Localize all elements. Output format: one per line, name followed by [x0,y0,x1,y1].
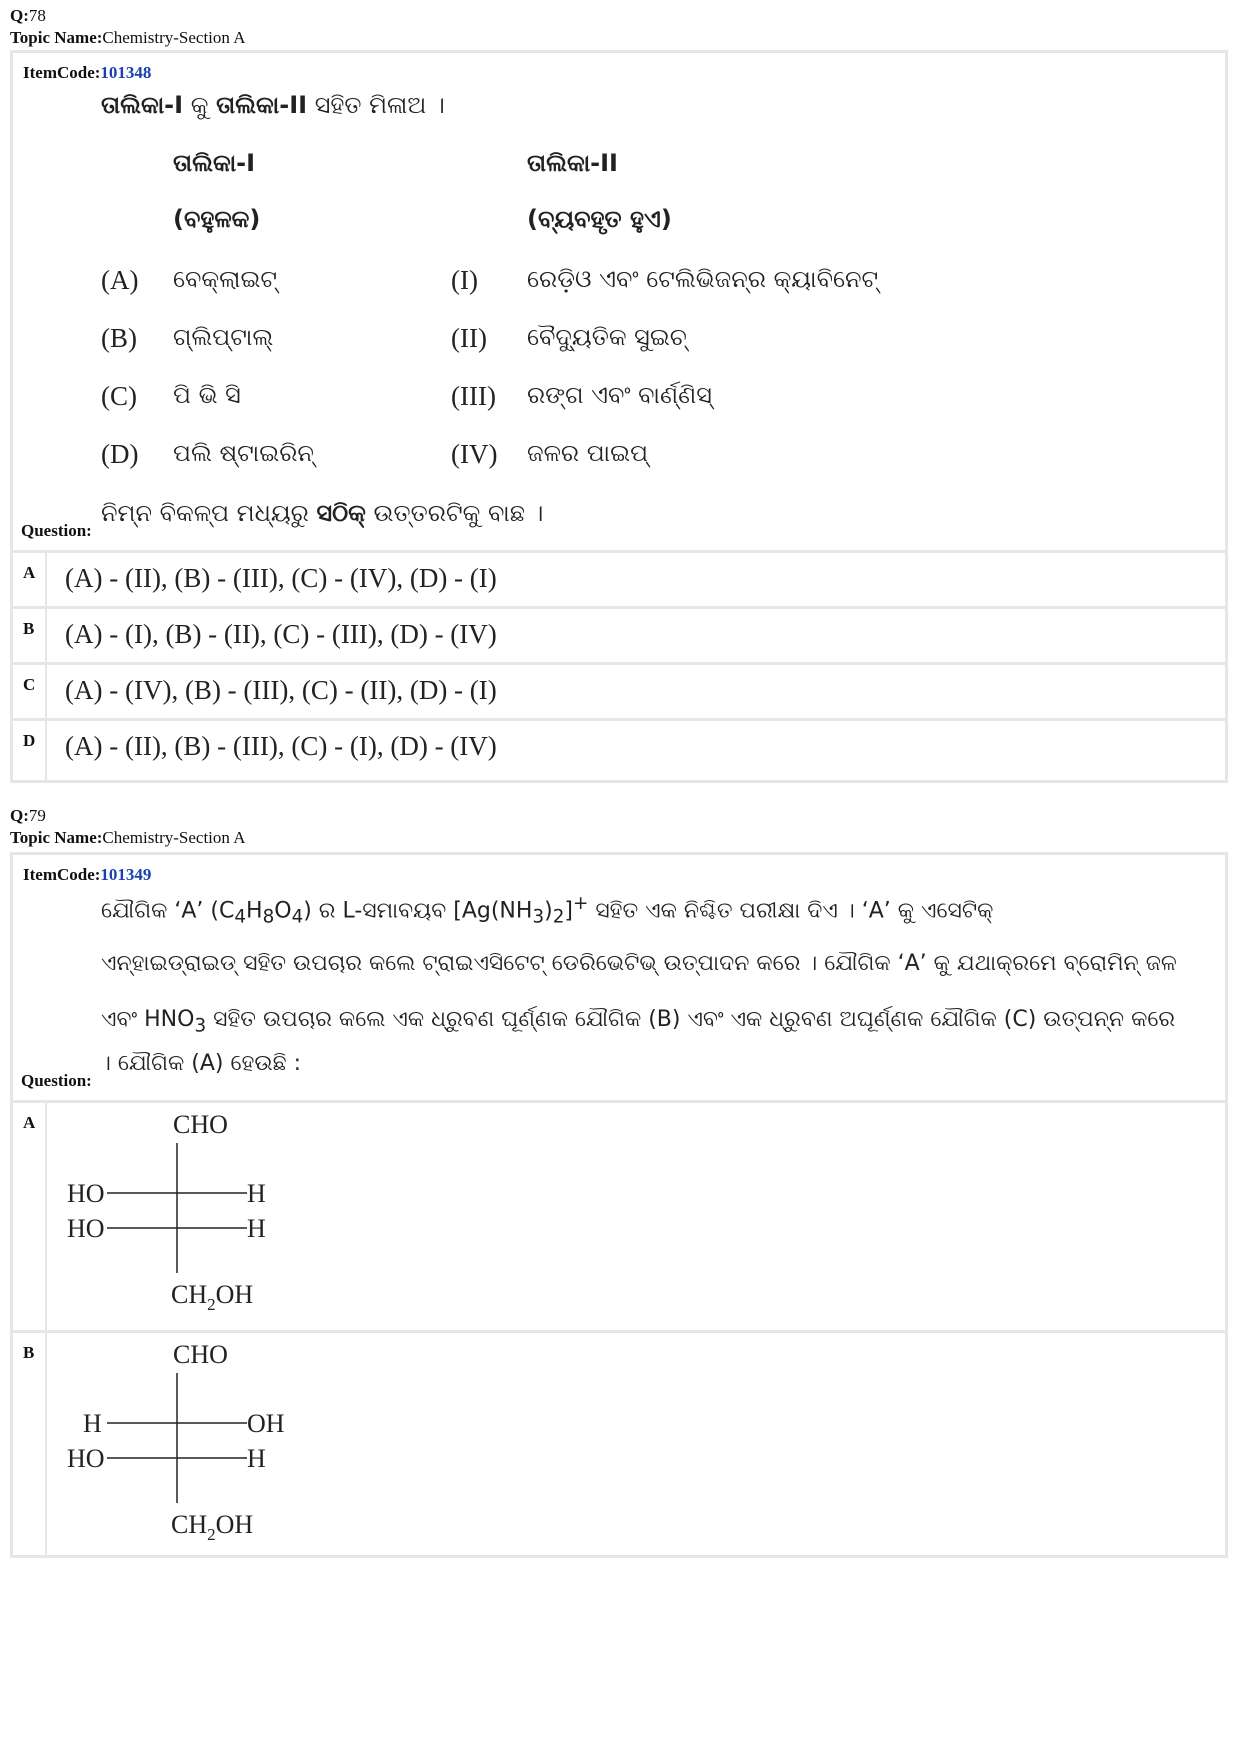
fischer-projection-b [53,1333,353,1553]
list1-subheader: (ବହୁଳକ) [173,205,261,233]
fischer-bottom [171,1510,253,1544]
q78-itemcode [23,63,151,83]
option-letter: B [23,619,35,638]
option-divider [45,1103,47,1330]
option-text: (A) - (II), (B) - (III), (C) - (IV), (D) - (I) [65,563,497,593]
option-letter: A [23,563,36,582]
list2-header: ତାଲିକା-II [527,149,618,177]
list1-label: (A) [101,265,139,295]
text: ଏବଂ HNO [101,1007,195,1032]
q79-line-1 [101,893,993,928]
question-label: Question: [21,1071,92,1090]
bottom-a: CH [171,1510,208,1539]
choose-text: ନିମ୍ନ ବିକଳ୍ପ ମଧ୍ୟରୁ [101,499,317,527]
itemcode-label: ItemCode: [23,63,101,82]
option-letter: D [23,731,36,750]
list1-label: (C) [101,381,137,411]
q-number: 79 [28,806,46,825]
bottom-a: CH [171,1280,208,1309]
list1-header: ତାଲିକା-I [173,149,256,177]
q79-topic-line [10,828,245,848]
topic-label: Topic Name: [10,828,103,847]
q78-instruction [101,91,445,119]
superscript: + [572,893,589,914]
q78-question-box [10,50,1228,783]
q79-itemcode [23,865,151,885]
q78-choose-instruction [101,499,543,527]
bottom-sub: 2 [207,1295,216,1314]
option-row-a[interactable] [13,550,1225,606]
list2-item: ବୈଦ୍ୟୁତିକ ସୁଇଚ୍ [527,323,687,351]
topic-name: Chemistry-Section A [102,28,246,47]
fischer-r1-left: H [83,1409,102,1438]
list2-label: (I) [451,265,478,295]
q-number: 78 [28,6,46,25]
itemcode-value: 101348 [100,63,152,82]
subscript: 3 [194,1015,207,1037]
text: ) [544,898,553,924]
option-divider [45,1333,47,1555]
option-divider [45,721,47,780]
text: O [274,898,292,924]
option-divider [45,665,47,718]
subscript: 4 [291,906,304,928]
list2-item: ରେଡ଼ିଓ ଏବଂ ଟେଲିଭିଜନ୍‌ର କ୍ୟାବିନେଟ୍ [527,265,879,293]
list1-item: ବେକ୍‌ଲାଇଟ୍ [173,265,278,293]
text: H [246,898,263,924]
option-row-a[interactable] [13,1100,1225,1330]
list2-item: ରଙ୍ଗ ଏବଂ ବାର୍ଣ୍ଣିସ୍ [527,381,712,409]
fischer-r1-left: HO [67,1179,105,1208]
text: ଯୌଗିକ ‘A’ (C [101,898,235,924]
list1-label: (B) [101,323,137,353]
list1-item: ପି ଭି ସି [173,381,241,409]
list1-item: ପଲି ଷ୍ଟାଇରିନ୍ [173,439,314,467]
choose-text-end: ଉତ୍ତରଟିକୁ ବାଛ । [365,499,544,527]
option-divider [45,609,47,662]
fischer-r2-right: H [247,1214,266,1243]
bottom-sub: 2 [207,1525,216,1544]
option-row-b[interactable] [13,606,1225,662]
option-letter: A [23,1113,36,1132]
option-divider [45,553,47,606]
subscript: 4 [234,906,247,928]
list2-label: (II) [451,323,487,353]
text: ସହିତ ଉପଚାର କଲେ ଏକ ଧ୍ରୁବଣ ଘୂର୍ଣ୍ଣକ ଯୌଗିକ (B) ଏବଂ ଏକ ଧ୍ରୁବଣ ଅଘୂର୍ଣ୍ଣକ ଯୌଗିକ (C) ଉତ୍ପନ୍ନ କରେ [206,1007,1176,1032]
list2-label: (IV) [451,439,498,469]
q-label: Q: [10,6,29,25]
option-letter: C [23,675,36,694]
topic-label: Topic Name: [10,28,103,47]
fischer-r1-right: H [247,1179,266,1208]
itemcode-value: 101349 [100,865,152,884]
fischer-top: CHO [173,1340,228,1369]
list2-subheader: (ବ୍ୟବହୃତ ହୁଏ) [527,205,672,233]
subscript: 8 [262,906,275,928]
fischer-top: CHO [173,1110,228,1139]
q79-question-box [10,852,1228,1558]
itemcode-label: ItemCode: [23,865,101,884]
q78-number-line [10,6,46,26]
bottom-b: OH [215,1280,254,1309]
q79-line-3 [101,1007,1175,1036]
list1-label: (D) [101,439,139,469]
fischer-bottom [171,1280,253,1314]
subscript: 2 [552,906,565,928]
list1-item: ଗ୍ଲିପ୍‌ଟାଲ୍ [173,323,274,351]
instruction-rest: ସହିତ ମିଳାଅ । [307,91,445,119]
instruction-list2: ତାଲିକା-II [216,91,308,119]
q78-topic-line [10,28,245,48]
fischer-projection-a [53,1103,353,1327]
choose-bold: ସଠିକ୍ [316,499,366,527]
option-text: (A) - (IV), (B) - (III), (C) - (II), (D) - (I) [65,675,497,705]
option-text: (A) - (I), (B) - (II), (C) - (III), (D) - (IV) [65,619,497,649]
text: ସହିତ ଏକ ନିଶ୍ଚିତ ପରୀକ୍ଷା ଦିଏ । ‘A’ କୁ ଏସେଟିକ୍ [588,898,994,924]
text: ] [564,898,573,924]
option-row-b[interactable] [13,1330,1225,1555]
question-label: Question: [21,521,92,540]
fischer-r2-left: HO [67,1214,105,1243]
instruction-list1: ତାଲିକା-I [101,91,184,119]
fischer-r2-right: H [247,1444,266,1473]
subscript: 3 [532,906,545,928]
list2-label: (III) [451,381,496,411]
text: ) ର L-ସମାବୟବ [Ag(NH [303,898,533,924]
instruction-ku: କୁ [183,91,217,119]
q79-line-4: । ଯୌଗିକ (A) ହେଉଛି : [101,1051,301,1076]
q79-line-2: ଏନ୍‌ହାଇଡ୍ରାଇଡ୍ ସହିତ ଉପଚାର କଲେ ଟ୍ରାଇଏସିଟେଟ୍ ଡେରିଭେଟିଭ୍ ଉତ୍ପାଦନ କରେ । ଯୌଗିକ ‘A’ କୁ ଯଥାକ୍ରମେ ବ୍ରୋମିନ୍ ଜଳ [101,951,1177,976]
q79-number-line [10,806,46,826]
q-label: Q: [10,806,29,825]
bottom-b: OH [215,1510,254,1539]
fischer-r1-right: OH [247,1409,285,1438]
fischer-r2-left: HO [67,1444,105,1473]
list2-item: ଜଳର ପାଇପ୍ [527,439,649,467]
option-row-d[interactable] [13,718,1225,780]
option-letter: B [23,1343,35,1362]
option-text: (A) - (II), (B) - (III), (C) - (I), (D) - (IV) [65,731,497,761]
option-row-c[interactable] [13,662,1225,718]
topic-name: Chemistry-Section A [102,828,246,847]
